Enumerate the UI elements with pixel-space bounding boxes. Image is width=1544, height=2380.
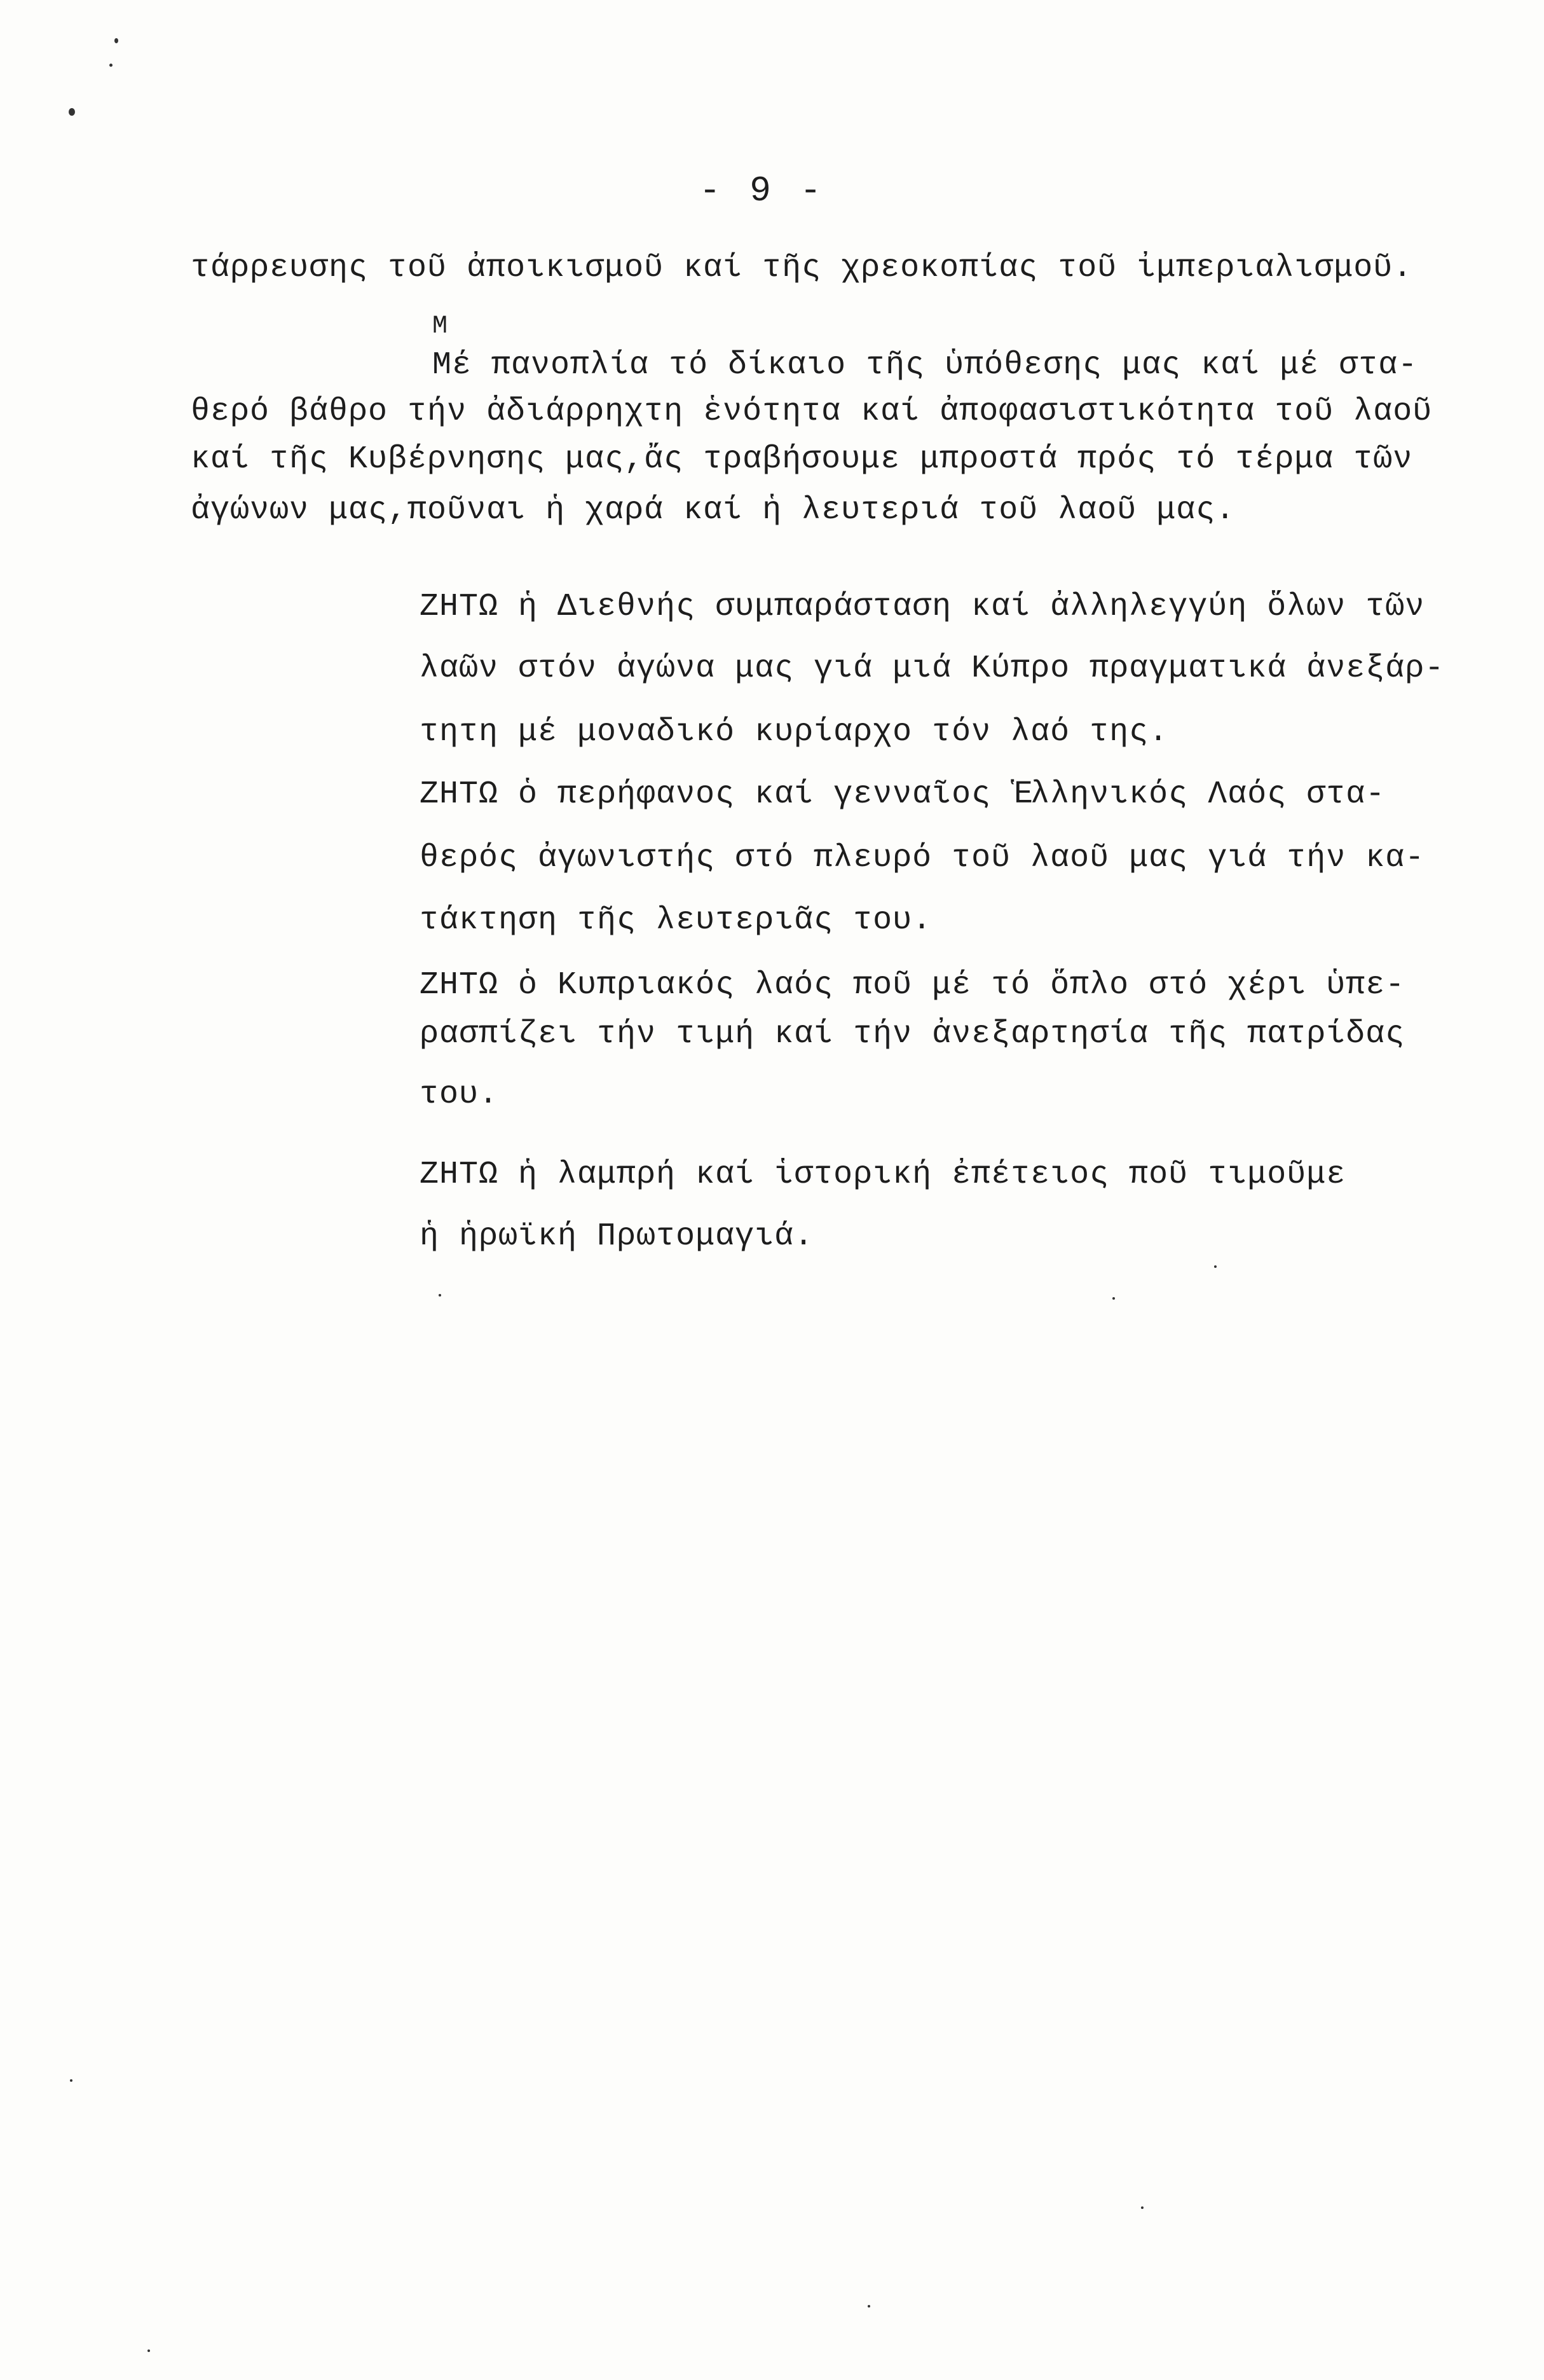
slogan-line: ρασπίζει τήν τιμή καί τήν ἀνεξαρτησία τῆς πατρίδας: [420, 1016, 1405, 1052]
text-line: θερό βάθρο τήν ἀδιάρρηχτη ἑνότητα καί ἀποφασιστικότητα τοῦ λαοῦ: [191, 394, 1433, 430]
page-number: - 9 -: [699, 170, 826, 211]
slogan-line: ἡ ἡρωϊκή Πρωτομαγιά.: [420, 1218, 814, 1255]
marginal-mark: Μ: [432, 312, 449, 341]
slogan-line: του.: [420, 1077, 499, 1113]
text-line: καί τῆς Κυβέρνησης μας,ἄς τραβήσουμε μπροστά πρός τό τέρμα τῶν: [191, 441, 1413, 478]
slogan-line: τάκτηση τῆς λευτεριᾶς του.: [420, 902, 933, 939]
slogan-line: λαῶν στόν ἀγώνα μας γιά μιά Κύπρο πραγματικά ἀνεξάρ-: [420, 650, 1445, 687]
scan-speck: [868, 2305, 870, 2308]
scan-speck: [69, 108, 75, 116]
text-line: ἀγώνων μας,ποῦναι ἡ χαρά καί ἡ λευτεριά τοῦ λαοῦ μας.: [191, 492, 1236, 528]
slogan-line: ΖΗΤΩ ὁ περήφανος καί γενναῖος Ἑλληνικός Λαός στα-: [420, 776, 1386, 813]
text-line: τάρρευσης τοῦ ἀποικισμοῦ καί τῆς χρεοκοπίας τοῦ ἰμπεριαλισμοῦ.: [191, 250, 1413, 286]
slogan-line: θερός ἀγωνιστής στό πλευρό τοῦ λαοῦ μας γιά τήν κα-: [420, 840, 1425, 876]
scan-speck: [70, 2079, 72, 2082]
scan-speck: [147, 2349, 150, 2352]
scan-speck: [109, 64, 113, 67]
slogan-line: ΖΗΤΩ ἡ λαμπρή καί ἱστορική ἐπέτειος ποῦ τιμοῦμε: [420, 1157, 1346, 1193]
slogan-line: τητη μέ μοναδικό κυρίαρχο τόν λαό της.: [420, 714, 1169, 750]
text-line: Μέ πανοπλία τό δίκαιο τῆς ὑπόθεσης μας καί μέ στα-: [432, 347, 1418, 383]
scan-speck: [1141, 2206, 1144, 2209]
scan-speck: [1112, 1297, 1115, 1300]
scan-speck: [439, 1294, 441, 1297]
slogan-line: ΖΗΤΩ ἡ Διεθνής συμπαράσταση καί ἀλληλεγγύη ὅλων τῶν: [420, 589, 1425, 625]
slogan-line: ΖΗΤΩ ὁ Κυπριακός λαός ποῦ μέ τό ὅπλο στό χέρι ὑπε-: [420, 967, 1405, 1003]
scan-speck: [1214, 1265, 1217, 1268]
scan-speck: [114, 38, 118, 43]
